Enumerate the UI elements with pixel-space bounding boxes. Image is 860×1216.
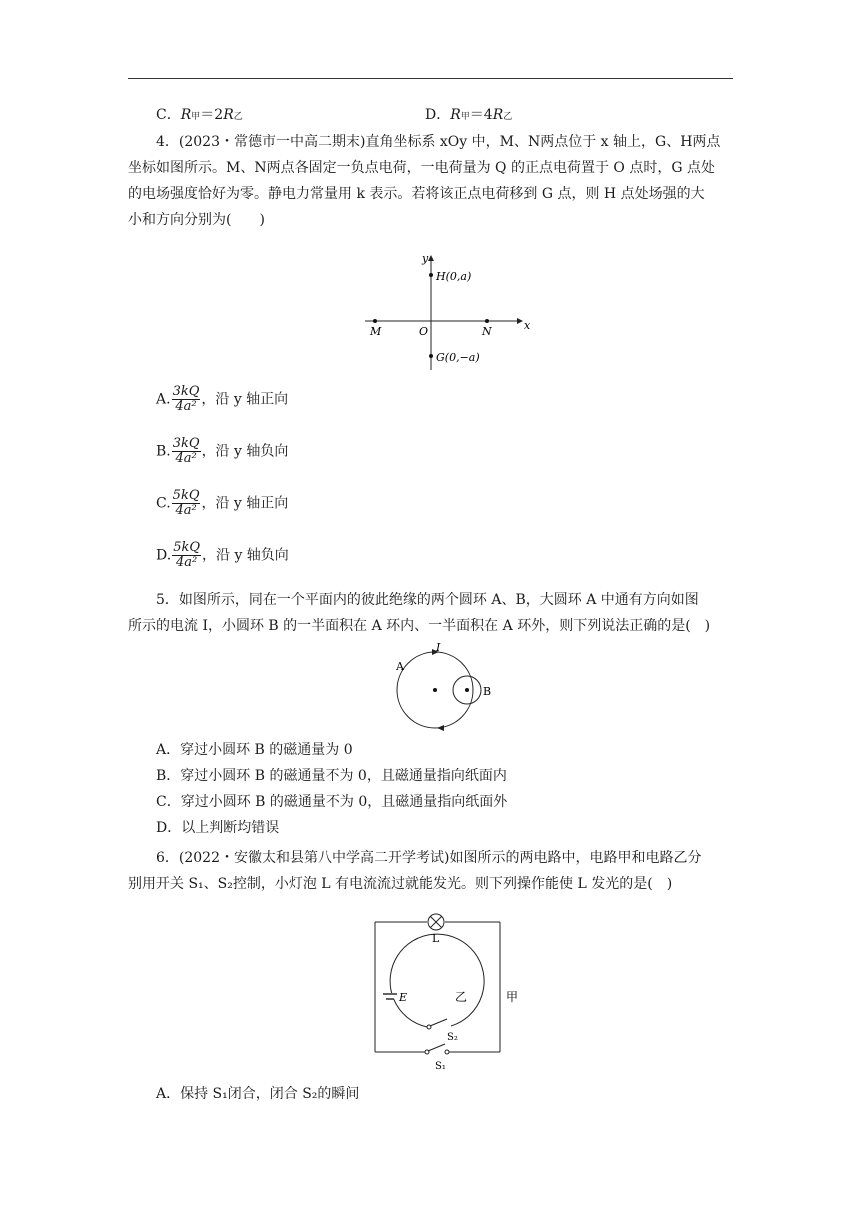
- label-e: E: [399, 991, 408, 1004]
- center-b: [465, 688, 469, 692]
- point-g: [429, 354, 433, 358]
- label-l: L: [432, 932, 440, 945]
- switch-s2: [430, 1019, 447, 1026]
- q4-coordinate-figure: [360, 250, 535, 375]
- label-a: A: [396, 660, 404, 673]
- current-arrow-bottom: [437, 725, 444, 731]
- q4-stem-line3: 的电场强度恰好为零。静电力常量用 k 表示。若将该正点电荷移到 G 点，则 H 点处场强的大: [128, 186, 705, 202]
- point-m: [373, 319, 377, 323]
- label-b: B: [483, 685, 492, 698]
- q3-option-c[interactable]: C．R甲＝2R乙: [156, 107, 243, 123]
- q6-stem-line2: 别用开关 S₁、S₂控制，小灯泡 L 有电流流过就能发光。则下列操作能使 L 发光的是( ): [128, 876, 673, 892]
- label-g: G(0,−a): [436, 351, 480, 364]
- q4-stem-line1: 4．(2023・常德市一中高二期末)直角坐标系 xOy 中，M、N两点位于 x 轴上，G、H两点: [156, 134, 721, 150]
- q4-option-d[interactable]: D. $\frac{5kQ}{\text{4a²}}$ ，沿 y 轴负向: [156, 540, 289, 570]
- q4-option-c[interactable]: C. $\frac{5kQ}{\text{4a²}}$ ，沿 y 轴正向: [156, 488, 289, 518]
- header-rule: [128, 78, 733, 79]
- q4-option-b[interactable]: B. $\frac{3kQ}{\text{4a²}}$ ，沿 y 轴负向: [156, 436, 289, 466]
- label-o: O: [419, 325, 429, 338]
- q5-option-b[interactable]: B．穿过小圆环 B 的磁通量不为 0，且磁通量指向纸面内: [156, 768, 507, 784]
- inner-loop: [390, 934, 484, 1027]
- point-n: [485, 319, 489, 323]
- switch-s1: [428, 1044, 445, 1051]
- q5-option-a[interactable]: A．穿过小圆环 B 的磁通量为 0: [156, 742, 353, 758]
- label-m: M: [370, 325, 382, 338]
- q6-stem-line1: 6．(2022・安徽太和县第八中学高二开学考试)如图所示的两电路中，电路甲和电路乙分: [156, 850, 702, 866]
- center-a: [433, 688, 437, 692]
- label-s1: S₁: [435, 1061, 446, 1072]
- label-yi: 乙: [455, 990, 468, 1004]
- q5-rings-figure: [390, 642, 500, 737]
- x-axis-label: x: [524, 319, 531, 332]
- q3-option-d[interactable]: D．R甲＝4R乙: [425, 107, 513, 123]
- q6-option-a[interactable]: A．保持 S₁闭合，闭合 S₂的瞬间: [156, 1086, 360, 1102]
- q5-stem-line1: 5．如图所示，同在一个平面内的彼此绝缘的两个圆环 A、B，大圆环 A 中通有方向如图: [156, 592, 699, 608]
- q4-option-a[interactable]: A. $\frac{3kQ}{\text{4a²}}$ ，沿 y 轴正向: [156, 384, 289, 414]
- q4-stem-line4: 小和方向分别为( ): [128, 212, 265, 228]
- q4-stem-line2: 坐标如图所示。M、N两点各固定一负点电荷，一电荷量为 Q 的正点电荷置于 O 点时，G 点处: [128, 160, 715, 176]
- label-jia: 甲: [506, 990, 519, 1004]
- label-i: I: [436, 642, 441, 654]
- label-h: H(0,a): [436, 270, 472, 283]
- label-s2: S₂: [447, 1032, 458, 1043]
- y-axis-label: y: [422, 252, 429, 265]
- q5-option-c[interactable]: C．穿过小圆环 B 的磁通量不为 0，且磁通量指向纸面外: [156, 794, 508, 810]
- q5-option-d[interactable]: D．以上判断均错误: [156, 820, 280, 836]
- q5-stem-line2: 所示的电流 I，小圆环 B 的一半面积在 A 环内、一半面积在 A 环外，则下列说法正确的是( ): [128, 618, 711, 634]
- label-n: N: [482, 325, 492, 338]
- q6-circuit-figure: [365, 905, 525, 1073]
- point-h: [429, 273, 433, 277]
